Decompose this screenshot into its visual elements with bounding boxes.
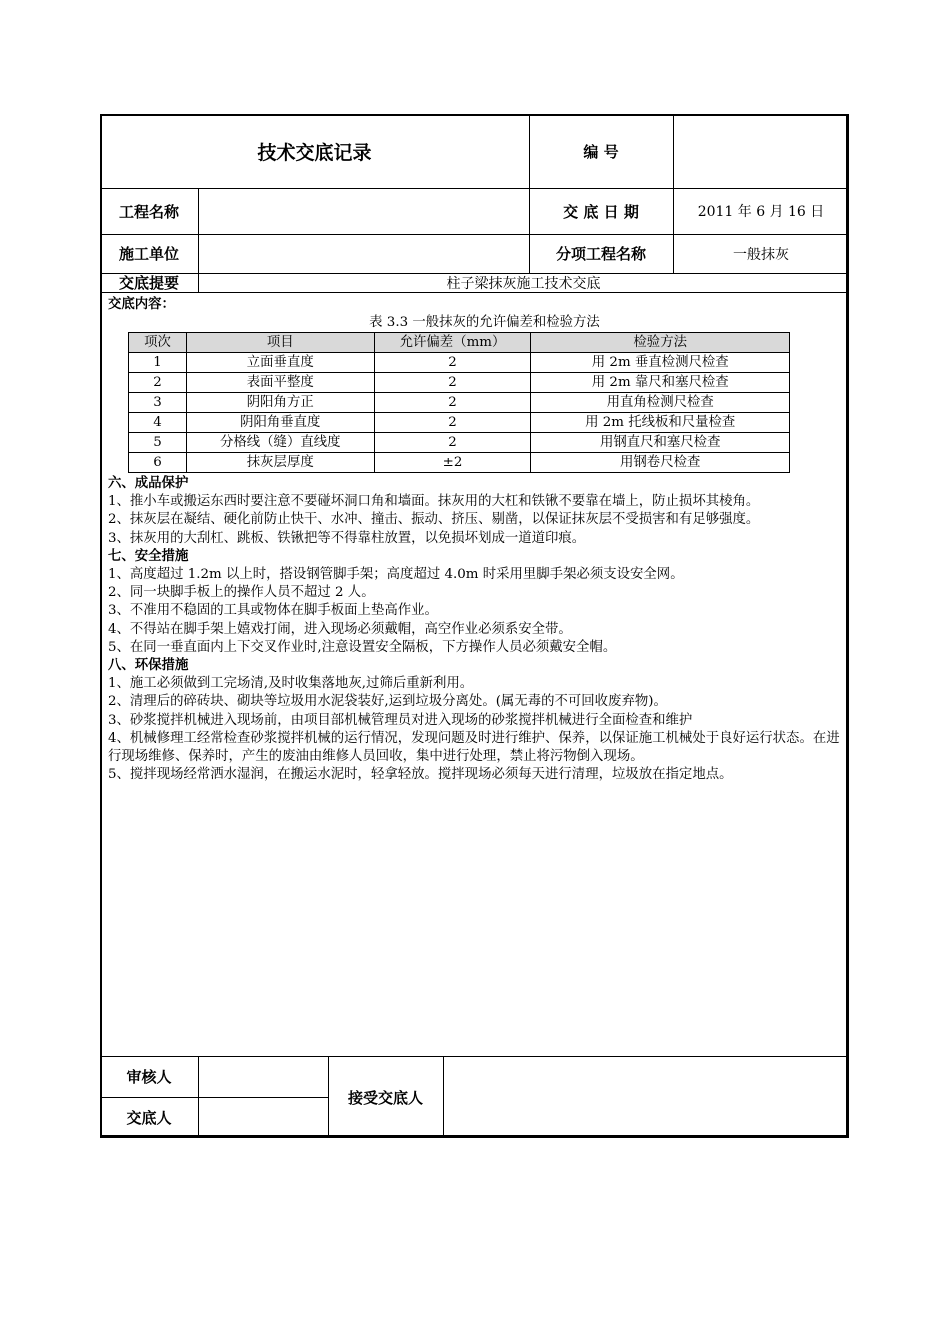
table-cell: 2	[374, 433, 531, 453]
table-cell: 用直角检测尺检查	[531, 393, 790, 413]
unit-label: 施工单位	[118, 245, 179, 263]
section-item: 3、不准用不稳固的工具或物体在脚手板面上垫高作业。	[108, 603, 438, 619]
table-cell: 用 2m 垂直检测尺检查	[531, 353, 790, 373]
section-item: 1、高度超过 1.2m 以上时，搭设钢管脚手架；高度超过 4.0m 时采用里脚手架必须支设安全网。	[108, 567, 684, 583]
receiver-field[interactable]	[443, 1056, 849, 1138]
table-cell: 用钢直尺和塞尺检查	[531, 433, 790, 453]
summary-field[interactable]: 柱子梁抹灰施工技术交底	[446, 275, 601, 292]
date-label: 交 底 日 期	[563, 202, 639, 221]
section-item: 3、砂浆搅拌机械进入现场前，由项目部机械管理员对进入现场的砂浆搅拌机械进行全面检查和维护	[108, 712, 693, 728]
table-cell: 2	[374, 373, 531, 393]
document-title: 技术交底记录	[257, 141, 372, 164]
table-row	[129, 353, 790, 373]
table-row	[129, 413, 790, 433]
subitem-field[interactable]: 一般抹灰	[733, 246, 789, 263]
section-heading: 七、安全措施	[108, 548, 189, 564]
section-item: 2、清理后的碎砖块、砌块等垃圾用水泥袋装好,运到垃圾分离处。(属无毒的不可回收废弃物)。	[108, 694, 667, 710]
table-cell: 2	[129, 373, 187, 393]
section-item: 5、搅拌现场经常洒水湿润，在搬运水泥时，轻拿轻放。搅拌现场必须每天进行清理，垃圾放在指定地点。	[108, 767, 733, 783]
section-heading: 八、环保措施	[108, 658, 189, 674]
unit-field[interactable]	[198, 234, 529, 273]
table-header-row	[129, 333, 790, 353]
table-header: 检验方法	[531, 333, 790, 353]
tolerance-table	[128, 332, 790, 473]
subitem-label: 分项工程名称	[555, 245, 646, 263]
measures-text	[108, 475, 843, 784]
table-row	[129, 373, 790, 393]
content-label: 交底内容：	[108, 297, 175, 312]
table-cell: 1	[129, 353, 187, 373]
date-field[interactable]: 2011 年 6 月 16 日	[697, 204, 825, 220]
table-cell: 立面垂直度	[186, 353, 374, 373]
reviewer-field[interactable]	[198, 1056, 328, 1097]
table-row	[129, 433, 790, 453]
number-label: 编 号	[583, 142, 619, 161]
table-cell: 3	[129, 393, 187, 413]
reviewer-label: 审核人	[126, 1068, 172, 1086]
table-cell: 用 2m 托线板和尺量检查	[531, 413, 790, 433]
table-cell: 2	[374, 413, 531, 433]
table-cell: 用钢卷尺检查	[531, 453, 790, 473]
table-header: 允许偏差（mm）	[374, 333, 531, 353]
section-item: 1、施工必须做到工完场清,及时收集落地灰,过筛后重新利用。	[108, 676, 474, 692]
section-item: 3、抹灰用的大刮杠、跳板、铁锹把等不得靠柱放置，以免损坏划成一道道印痕。	[108, 530, 586, 546]
table-cell: 2	[374, 393, 531, 413]
section-item: 1、推小车或搬运东西时要注意不要碰坏洞口角和墙面。抹灰用的大杠和铁锹不要靠在墙上，防止损坏其棱角。	[108, 494, 760, 510]
table-cell: 2	[374, 353, 531, 373]
table-cell: 抹灰层厚度	[186, 453, 374, 473]
table-header: 项次	[129, 333, 187, 353]
number-field[interactable]	[673, 114, 849, 188]
table-cell: 6	[129, 453, 187, 473]
section-item: 2、同一块脚手板上的操作人员不超过 2 人。	[108, 585, 375, 601]
table-cell: 阴阳角方正	[186, 393, 374, 413]
presenter-field[interactable]	[198, 1097, 328, 1138]
table-cell: ±2	[374, 453, 531, 473]
section-item: 5、在同一垂直面内上下交叉作业时,注意设置安全隔板，下方操作人员必须戴安全帽。	[108, 639, 617, 655]
table-header: 项目	[186, 333, 374, 353]
summary-label: 交底提要	[118, 274, 179, 292]
table-cell: 表面平整度	[186, 373, 374, 393]
table-cell: 用 2m 靠尺和塞尺检查	[531, 373, 790, 393]
section-item: 4、不得站在脚手架上嬉戏打闹，进入现场必须戴帽，高空作业必须系安全带。	[108, 621, 572, 637]
receiver-label: 接受交底人	[347, 1088, 423, 1107]
presenter-label: 交底人	[126, 1109, 172, 1127]
table-cell: 分格线（缝）直线度	[186, 433, 374, 453]
table-row	[129, 453, 790, 473]
project-name-label: 工程名称	[118, 202, 179, 221]
content-area	[108, 296, 843, 332]
section-item: 2、抹灰层在凝结、硬化前防止快干、水冲、撞击、振动、挤压、剔凿，以保证抹灰层不受损害和有足够强度。	[108, 512, 760, 528]
table-caption: 表 3.3 一般抹灰的允许偏差和检验方法	[369, 315, 600, 331]
section-heading: 六、成品保护	[108, 476, 189, 491]
project-name-field[interactable]	[198, 188, 529, 234]
table-cell: 阴阳角垂直度	[186, 413, 374, 433]
table-cell: 4	[129, 413, 187, 433]
section-item: 4、机械修理工经常检查砂浆搅拌机械的运行情况，发现问题及时进行维护、保养，以保证施工机械处于良好运行状态。在进行现场维修、保养时，产生的废油由维修人员回收，集中进行处理，禁止将污物倒入现场。	[108, 730, 840, 765]
table-cell: 5	[129, 433, 187, 453]
table-row	[129, 393, 790, 413]
